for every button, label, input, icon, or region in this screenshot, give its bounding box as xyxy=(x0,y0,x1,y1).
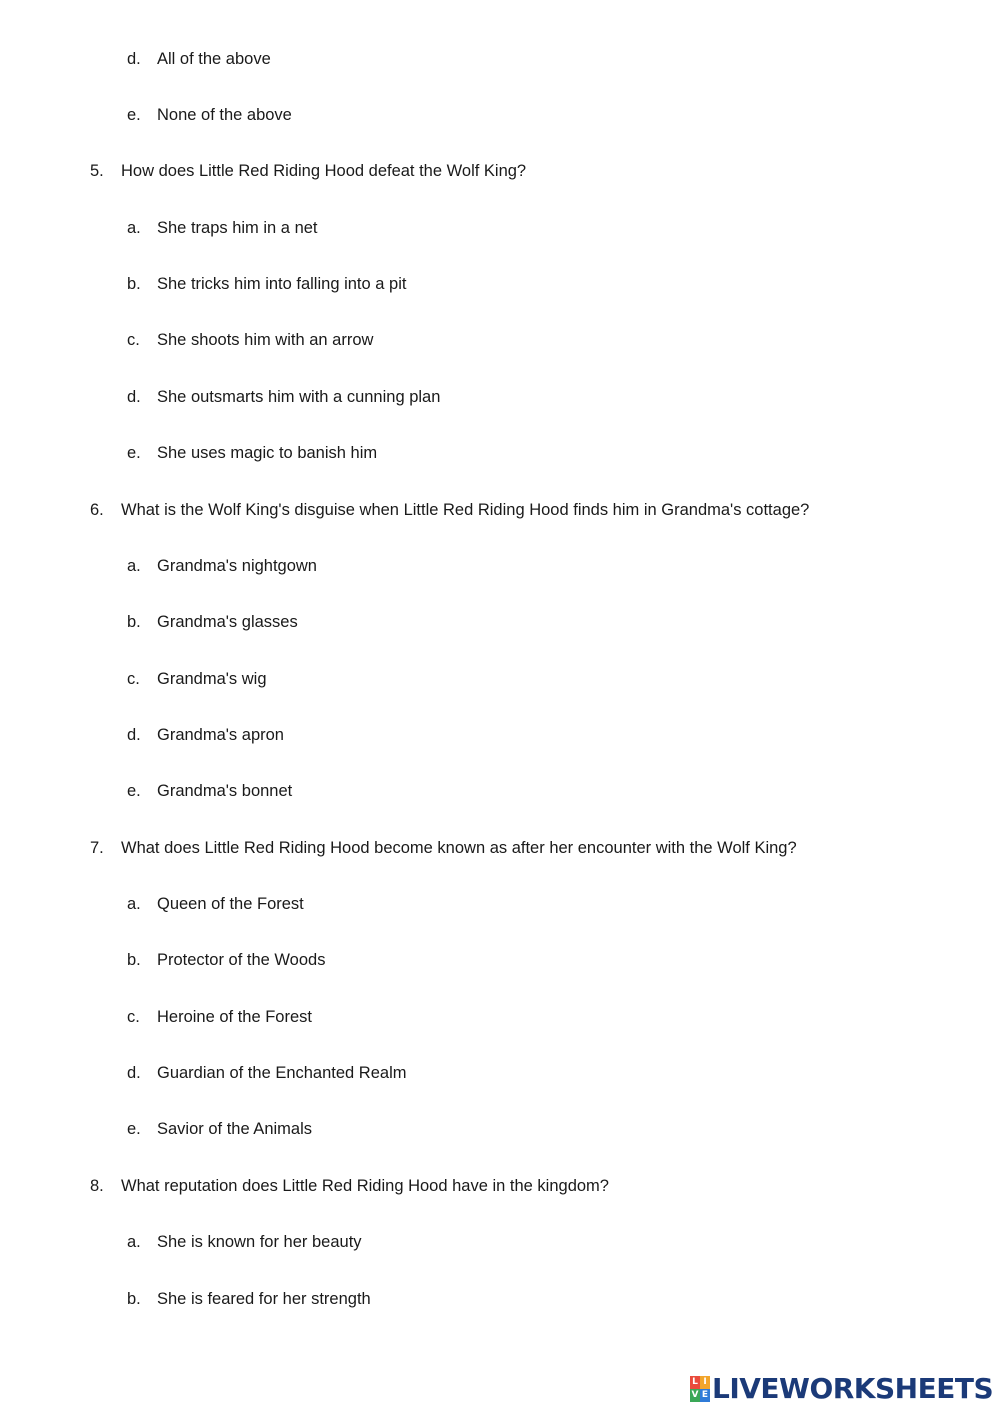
option-text: Savior of the Animals xyxy=(157,1120,312,1138)
logo-mark-tile: V xyxy=(691,1390,699,1400)
option-text: She is known for her beauty xyxy=(157,1233,362,1251)
option-text: She is feared for her strength xyxy=(157,1290,371,1308)
option-text: Grandma's bonnet xyxy=(157,782,293,800)
option-text: Grandma's glasses xyxy=(157,613,298,631)
logo-mark-tile: I xyxy=(700,1376,710,1389)
option-text: She outsmarts him with a cunning plan xyxy=(157,388,441,406)
question-number: 5. xyxy=(90,162,104,180)
option-marker: b. xyxy=(127,613,141,631)
option-marker: c. xyxy=(127,670,140,688)
option-marker: b. xyxy=(127,951,141,969)
option-marker: d. xyxy=(127,1064,141,1082)
option-marker: e. xyxy=(127,444,141,462)
option-marker: b. xyxy=(127,1290,141,1308)
question-text: What does Little Red Riding Hood become known as after her encounter with the Wolf King? xyxy=(121,839,797,857)
option-text: She tricks him into falling into a pit xyxy=(157,275,407,293)
option-text: Grandma's wig xyxy=(157,670,267,688)
option-marker: d. xyxy=(127,50,141,68)
option-text: Protector of the Woods xyxy=(157,951,326,969)
logo-mark-tile: L xyxy=(690,1376,700,1389)
option-marker: a. xyxy=(127,557,141,575)
option-marker: a. xyxy=(127,895,141,913)
liveworksheets-logo-icon xyxy=(690,1376,710,1402)
option-marker: a. xyxy=(127,219,141,237)
option-marker: c. xyxy=(127,331,140,349)
option-marker: b. xyxy=(127,275,141,293)
option-marker: c. xyxy=(127,1008,140,1026)
option-marker: d. xyxy=(127,726,141,744)
option-marker: d. xyxy=(127,388,141,406)
liveworksheets-logo[interactable] xyxy=(690,1373,993,1405)
option-marker: e. xyxy=(127,782,141,800)
option-text: Guardian of the Enchanted Realm xyxy=(157,1064,407,1082)
option-marker: a. xyxy=(127,1233,141,1251)
option-text: All of the above xyxy=(157,50,271,68)
option-text: Grandma's apron xyxy=(157,726,284,744)
logo-mark-tile: E xyxy=(701,1390,709,1400)
option-text: Queen of the Forest xyxy=(157,895,304,913)
logo-wordmark: LIVEWORKSHEETS xyxy=(712,1372,994,1405)
option-marker: e. xyxy=(127,1120,141,1138)
option-text: She traps him in a net xyxy=(157,219,318,237)
question-number: 8. xyxy=(90,1177,104,1195)
option-text: Grandma's nightgown xyxy=(157,557,317,575)
option-marker: e. xyxy=(127,106,141,124)
question-text: How does Little Red Riding Hood defeat the Wolf King? xyxy=(121,162,527,180)
option-text: Heroine of the Forest xyxy=(157,1008,312,1026)
question-number: 6. xyxy=(90,501,104,519)
question-text: What is the Wolf King's disguise when Little Red Riding Hood finds him in Grandma's cottage? xyxy=(121,501,810,519)
question-text: What reputation does Little Red Riding Hood have in the kingdom? xyxy=(121,1177,609,1195)
question-number: 7. xyxy=(90,839,104,857)
option-text: She shoots him with an arrow xyxy=(157,331,374,349)
option-text: She uses magic to banish him xyxy=(157,444,378,462)
option-text: None of the above xyxy=(157,106,292,124)
